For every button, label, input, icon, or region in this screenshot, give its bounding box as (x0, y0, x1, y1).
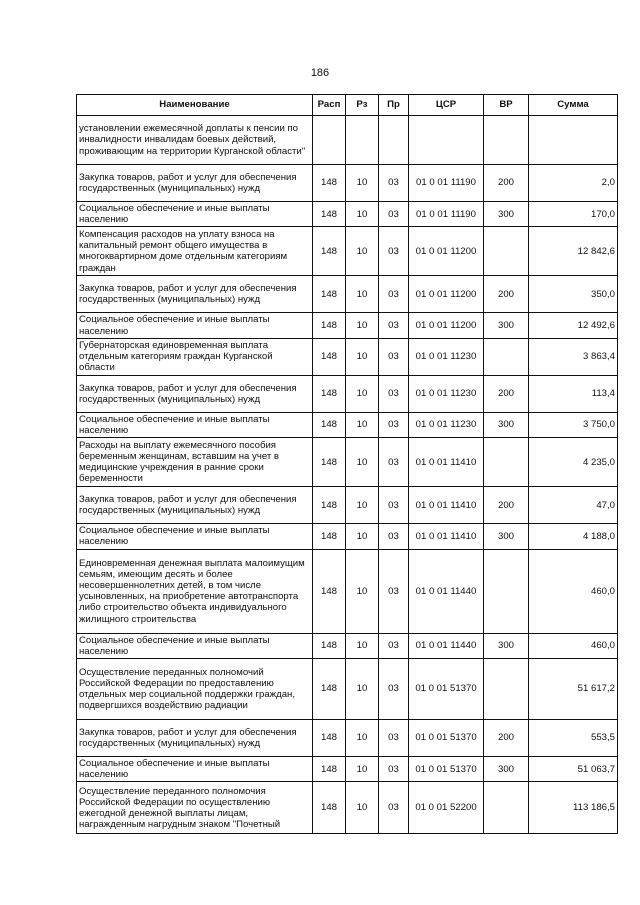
cell-vr (484, 659, 529, 720)
cell-csr: 01 0 01 51370 (409, 720, 484, 757)
cell-csr: 01 0 01 11190 (409, 165, 484, 202)
cell-sum: 4 235,0 (529, 438, 618, 487)
cell-vr (484, 116, 529, 165)
header-vr: ВР (484, 95, 529, 116)
cell-pr: 03 (379, 375, 409, 412)
cell-vr: 200 (484, 276, 529, 313)
cell-rasp: 148 (313, 782, 346, 834)
cell-csr: 01 0 01 11440 (409, 549, 484, 633)
cell-csr: 01 0 01 11230 (409, 412, 484, 437)
cell-vr (484, 338, 529, 375)
header-pr: Пр (379, 95, 409, 116)
cell-rasp: 148 (313, 412, 346, 437)
cell-rasp (313, 116, 346, 165)
cell-vr: 300 (484, 313, 529, 338)
cell-name: Социальное обеспечение и иные выплаты населению (77, 202, 313, 227)
cell-sum: 4 188,0 (529, 524, 618, 549)
cell-name: Социальное обеспечение и иные выплаты населению (77, 313, 313, 338)
cell-name: установлении ежемесячной доплаты к пенсии по инвалидности инвалидам боевых действий, проживающим на территории Курганской области" (77, 116, 313, 165)
cell-vr: 300 (484, 633, 529, 658)
cell-name: Социальное обеспечение и иные выплаты населению (77, 757, 313, 782)
table-row (77, 549, 618, 633)
cell-vr (484, 227, 529, 276)
cell-rasp: 148 (313, 524, 346, 549)
cell-vr: 300 (484, 202, 529, 227)
cell-csr: 01 0 01 11230 (409, 375, 484, 412)
cell-vr (484, 438, 529, 487)
budget-table (76, 94, 618, 834)
cell-name: Осуществление переданного полномочия Российской Федерации по осуществлению ежегодной денежной выплаты лицам, награжденным нагрудным знаком "Почетный (77, 782, 313, 834)
cell-csr: 01 0 01 11410 (409, 487, 484, 524)
table-body (77, 116, 618, 834)
cell-name: Социальное обеспечение и иные выплаты населению (77, 633, 313, 658)
cell-pr: 03 (379, 720, 409, 757)
cell-csr: 01 0 01 11190 (409, 202, 484, 227)
cell-pr: 03 (379, 757, 409, 782)
cell-rz: 10 (346, 438, 379, 487)
cell-rasp: 148 (313, 549, 346, 633)
cell-rasp: 148 (313, 720, 346, 757)
cell-vr: 300 (484, 757, 529, 782)
cell-sum: 2,0 (529, 165, 618, 202)
table-row (77, 633, 618, 658)
table-row (77, 375, 618, 412)
cell-vr (484, 549, 529, 633)
cell-vr: 200 (484, 375, 529, 412)
cell-rasp: 148 (313, 757, 346, 782)
cell-name: Закупка товаров, работ и услуг для обеспечения государственных (муниципальных) нужд (77, 375, 313, 412)
cell-name: Социальное обеспечение и иные выплаты населению (77, 412, 313, 437)
cell-sum: 553,5 (529, 720, 618, 757)
header-name: Наименование (77, 95, 313, 116)
cell-rasp: 148 (313, 438, 346, 487)
cell-vr: 300 (484, 524, 529, 549)
cell-vr: 200 (484, 165, 529, 202)
cell-pr: 03 (379, 202, 409, 227)
table-row (77, 524, 618, 549)
cell-sum: 3 863,4 (529, 338, 618, 375)
table-row (77, 438, 618, 487)
cell-pr: 03 (379, 412, 409, 437)
header-sum: Сумма (529, 95, 618, 116)
cell-pr (379, 116, 409, 165)
cell-csr: 01 0 01 11410 (409, 524, 484, 549)
cell-sum: 47,0 (529, 487, 618, 524)
cell-rasp: 148 (313, 313, 346, 338)
cell-csr: 01 0 01 11200 (409, 276, 484, 313)
cell-sum: 113,4 (529, 375, 618, 412)
cell-csr: 01 0 01 11200 (409, 313, 484, 338)
cell-rasp: 148 (313, 202, 346, 227)
table-row (77, 412, 618, 437)
cell-pr: 03 (379, 549, 409, 633)
cell-sum: 113 186,5 (529, 782, 618, 834)
cell-sum: 170,0 (529, 202, 618, 227)
cell-rz: 10 (346, 338, 379, 375)
cell-pr: 03 (379, 338, 409, 375)
cell-rz: 10 (346, 412, 379, 437)
table-row (77, 720, 618, 757)
cell-name: Закупка товаров, работ и услуг для обеспечения государственных (муниципальных) нужд (77, 276, 313, 313)
cell-name: Закупка товаров, работ и услуг для обеспечения государственных (муниципальных) нужд (77, 487, 313, 524)
table-row (77, 116, 618, 165)
cell-csr: 01 0 01 11410 (409, 438, 484, 487)
table-row (77, 165, 618, 202)
cell-name: Единовременная денежная выплата малоимущим семьям, имеющим десять и более несовершеннолетних детей, в том числе усыновленных, на приобретение автотранспорта либо строительство объекта индивидуального жилищного строительства (77, 549, 313, 633)
cell-sum: 460,0 (529, 549, 618, 633)
cell-name: Осуществление переданных полномочий Российской Федерации по предоставлению отдельных мер социальной поддержки граждан, подвергшихся воздействию радиации (77, 659, 313, 720)
table-row (77, 782, 618, 834)
header-row (77, 95, 618, 116)
cell-pr: 03 (379, 438, 409, 487)
cell-name: Расходы на выплату ежемесячного пособия беременным женщинам, вставшим на учет в медицинские учреждения в ранние сроки беременности (77, 438, 313, 487)
cell-csr: 01 0 01 52200 (409, 782, 484, 834)
cell-vr: 200 (484, 720, 529, 757)
cell-csr (409, 116, 484, 165)
cell-sum: 3 750,0 (529, 412, 618, 437)
cell-sum (529, 116, 618, 165)
header-csr: ЦСР (409, 95, 484, 116)
cell-sum: 51 617,2 (529, 659, 618, 720)
cell-rasp: 148 (313, 659, 346, 720)
cell-rz: 10 (346, 202, 379, 227)
cell-pr: 03 (379, 313, 409, 338)
page-number: 186 (310, 67, 330, 79)
header-rz: Рз (346, 95, 379, 116)
cell-rz: 10 (346, 549, 379, 633)
cell-rz: 10 (346, 633, 379, 658)
cell-name: Компенсация расходов на уплату взноса на капитальный ремонт общего имущества в многоквартирном доме отдельным категориям граждан (77, 227, 313, 276)
cell-rz: 10 (346, 276, 379, 313)
cell-rz: 10 (346, 782, 379, 834)
cell-rz: 10 (346, 720, 379, 757)
table-header (77, 95, 618, 116)
cell-rasp: 148 (313, 375, 346, 412)
cell-rz: 10 (346, 313, 379, 338)
cell-sum: 460,0 (529, 633, 618, 658)
table-row (77, 757, 618, 782)
cell-sum: 12 492,6 (529, 313, 618, 338)
cell-pr: 03 (379, 524, 409, 549)
cell-pr: 03 (379, 633, 409, 658)
cell-rz (346, 116, 379, 165)
table-row (77, 227, 618, 276)
table-row (77, 276, 618, 313)
table-row (77, 202, 618, 227)
cell-sum: 51 063,7 (529, 757, 618, 782)
cell-name: Закупка товаров, работ и услуг для обеспечения государственных (муниципальных) нужд (77, 720, 313, 757)
table-row (77, 338, 618, 375)
cell-name: Губернаторская единовременная выплата отдельным категориям граждан Курганской области (77, 338, 313, 375)
cell-rz: 10 (346, 165, 379, 202)
cell-rz: 10 (346, 757, 379, 782)
cell-pr: 03 (379, 487, 409, 524)
cell-sum: 12 842,6 (529, 227, 618, 276)
cell-name: Социальное обеспечение и иные выплаты населению (77, 524, 313, 549)
cell-rz: 10 (346, 524, 379, 549)
cell-csr: 01 0 01 11440 (409, 633, 484, 658)
cell-vr: 200 (484, 487, 529, 524)
table-row (77, 659, 618, 720)
cell-pr: 03 (379, 276, 409, 313)
cell-pr: 03 (379, 227, 409, 276)
cell-pr: 03 (379, 782, 409, 834)
cell-csr: 01 0 01 51370 (409, 757, 484, 782)
table-row (77, 487, 618, 524)
cell-rasp: 148 (313, 487, 346, 524)
header-rasp: Расп (313, 95, 346, 116)
cell-vr: 300 (484, 412, 529, 437)
cell-rz: 10 (346, 487, 379, 524)
cell-csr: 01 0 01 11230 (409, 338, 484, 375)
cell-pr: 03 (379, 659, 409, 720)
table-row (77, 313, 618, 338)
cell-csr: 01 0 01 51370 (409, 659, 484, 720)
cell-rasp: 148 (313, 165, 346, 202)
cell-pr: 03 (379, 165, 409, 202)
cell-name: Закупка товаров, работ и услуг для обеспечения государственных (муниципальных) нужд (77, 165, 313, 202)
cell-rasp: 148 (313, 338, 346, 375)
cell-rasp: 148 (313, 633, 346, 658)
cell-rz: 10 (346, 227, 379, 276)
cell-rasp: 148 (313, 276, 346, 313)
cell-sum: 350,0 (529, 276, 618, 313)
cell-rz: 10 (346, 659, 379, 720)
cell-rz: 10 (346, 375, 379, 412)
cell-vr (484, 782, 529, 834)
cell-rasp: 148 (313, 227, 346, 276)
cell-csr: 01 0 01 11200 (409, 227, 484, 276)
